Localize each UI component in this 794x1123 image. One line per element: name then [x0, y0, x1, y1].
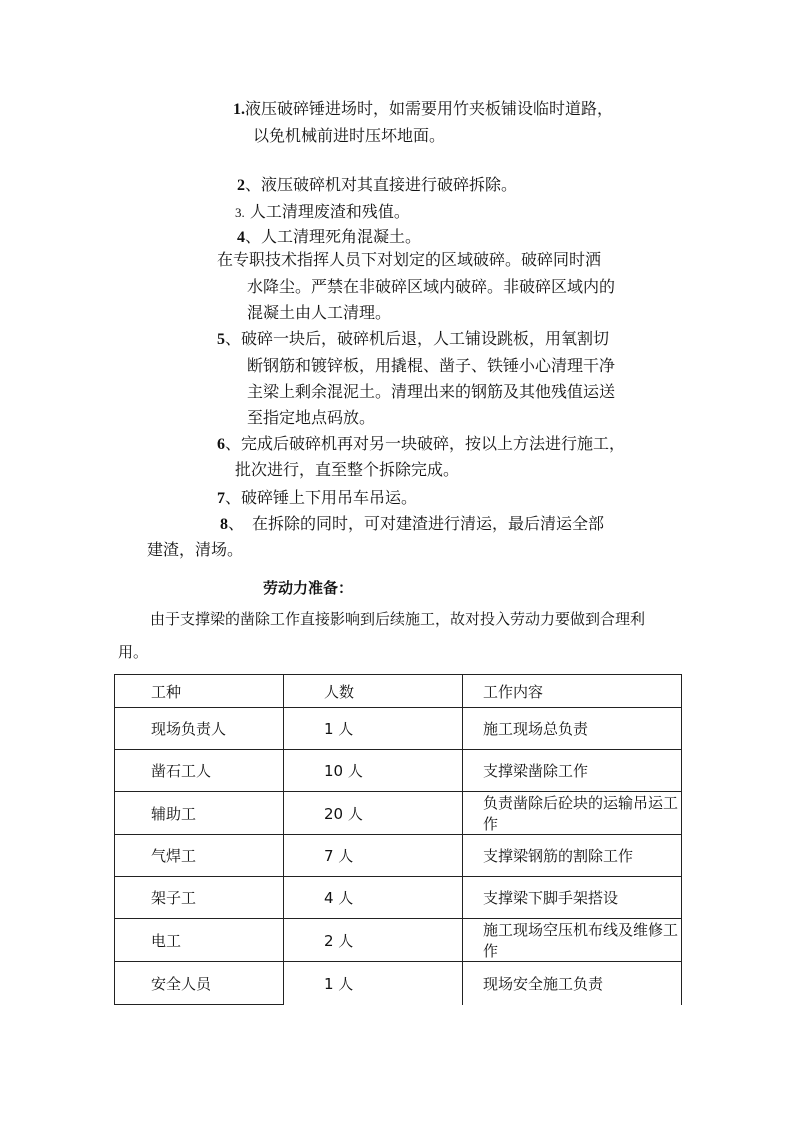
- step-5-text-d: 至指定地点码放。: [247, 408, 376, 427]
- cell-count: 1 人: [284, 962, 463, 1005]
- step-2-line: [237, 174, 517, 197]
- paragraph-line-c: 混凝土由人工清理。: [247, 303, 392, 322]
- table-row: [115, 962, 682, 1005]
- step-4-line: [237, 226, 421, 249]
- step-2-number: 2: [237, 177, 245, 194]
- cell-trade: 气焊工: [115, 835, 284, 877]
- cell-trade: 架子工: [115, 877, 284, 919]
- step-2-text: 、液压破碎机对其直接进行破碎拆除。: [245, 175, 518, 194]
- step-4-text: 、人工清理死角混凝土。: [245, 227, 422, 246]
- cell-trade: 现场负责人: [115, 708, 284, 750]
- labor-heading: 劳动力准备：: [263, 579, 354, 597]
- cell-content: 支撑梁下脚手架搭设: [463, 877, 682, 919]
- step-3-text: 人工清理废渣和残值。: [249, 202, 410, 221]
- step-6-line-1: [217, 433, 625, 456]
- step-1-text-a: 液压破碎锤进场时，如需要用竹夹板铺设临时道路，: [245, 99, 614, 118]
- cell-count: 20 人: [284, 792, 463, 835]
- table-row: [115, 708, 682, 750]
- cell-count: 1 人: [284, 708, 463, 750]
- cell-content: 支撑梁钢筋的割除工作: [463, 835, 682, 877]
- cell-count: 4 人: [284, 877, 463, 919]
- table-row: [115, 835, 682, 877]
- table-row: [115, 919, 682, 962]
- cell-content: 施工现场总负责: [463, 708, 682, 750]
- cell-count: 7 人: [284, 835, 463, 877]
- step-5-text-a: 、破碎一块后，破碎机后退，人工铺设跳板，用氧割切: [225, 329, 610, 348]
- step-5-line-1: [217, 328, 609, 351]
- step-5-text-c: 主梁上剩余混泥土。清理出来的钢筋及其他残值运送: [247, 382, 616, 401]
- step-1-number: 1.: [233, 101, 245, 118]
- step-8-text-b: 建渣，清场。: [147, 540, 244, 559]
- step-3-line: [235, 201, 410, 224]
- table-row: [115, 750, 682, 792]
- staff-table: [114, 674, 682, 1005]
- step-5-number: 5: [217, 331, 225, 348]
- step-8-line-1: [220, 513, 604, 536]
- step-6-text-a: 、完成后破碎机再对另一块破碎，按以上方法进行施工，: [225, 434, 626, 453]
- cell-trade: 电工: [115, 919, 284, 962]
- table-row: [115, 877, 682, 919]
- step-3-number: 3.: [235, 205, 245, 220]
- step-8-text-a: 、 在拆除的同时，可对建渣进行清运，最后清运全部: [228, 514, 605, 533]
- cell-trade: 凿石工人: [115, 750, 284, 792]
- step-7-number: 7: [217, 490, 225, 507]
- cell-trade: 辅助工: [115, 792, 284, 835]
- table-row: [115, 792, 682, 835]
- step-4-number: 4: [237, 229, 245, 246]
- cell-count: 2 人: [284, 919, 463, 962]
- labor-intro-b: 用。: [118, 643, 149, 661]
- table-header-row: [115, 675, 682, 708]
- step-8-number: 8: [220, 516, 228, 533]
- header-content: 工作内容: [463, 675, 682, 708]
- step-6-text-b: 批次进行，直至整个拆除完成。: [235, 460, 460, 479]
- cell-content: 现场安全施工负责: [463, 962, 682, 1005]
- step-1-text-b: 以免机械前进时压坏地面。: [253, 126, 446, 145]
- labor-intro-a: 由于支撑梁的凿除工作直接影响到后续施工，故对投入劳动力要做到合理利: [150, 610, 646, 628]
- cell-trade: 安全人员: [115, 962, 284, 1005]
- cell-count: 10 人: [284, 750, 463, 792]
- step-1-line-1: [233, 98, 613, 121]
- step-5-text-b: 断钢筋和镀锌板，用撬棍、凿子、铁锤小心清理干净: [247, 356, 616, 375]
- cell-content: 施工现场空压机布线及维修工作: [463, 919, 682, 962]
- step-6-number: 6: [217, 436, 225, 453]
- paragraph-line-a: 在专职技术指挥人员下对划定的区域破碎。破碎同时洒: [217, 250, 602, 269]
- header-count: 人数: [284, 675, 463, 708]
- cell-content: 负责凿除后砼块的运输吊运工作: [463, 792, 682, 835]
- step-7-line: [217, 487, 417, 510]
- cell-content: 支撑梁凿除工作: [463, 750, 682, 792]
- paragraph-line-b: 水降尘。严禁在非破碎区域内破碎。非破碎区域内的: [247, 277, 616, 296]
- header-trade: 工种: [115, 675, 284, 708]
- step-7-text: 、破碎锤上下用吊车吊运。: [225, 488, 418, 507]
